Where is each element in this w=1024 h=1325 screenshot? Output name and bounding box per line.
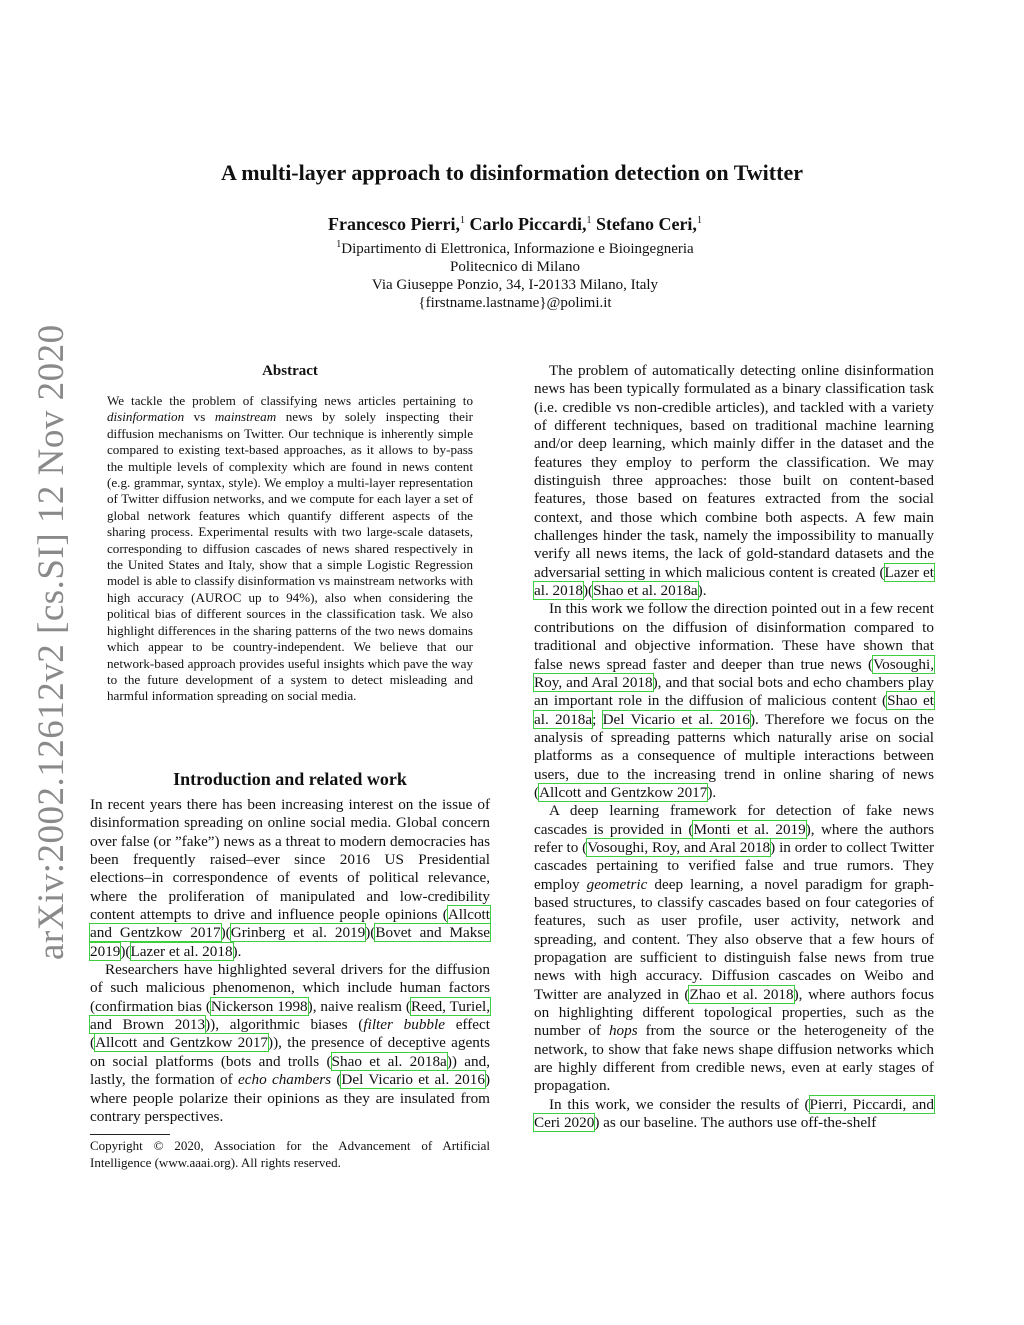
body-paragraph-1: The problem of automatically detecting online disinformation news has been typically formulated as a binary classification task (i.e. credible vs non-credible articles), and tackled with a variety of different techniques, based on traditional machine learning and/or deep learning, which mainly differ in the dataset and the features they employ to perform the classification. We may distinguish three approaches: those built on content-based features, those based on features extracted from the social context, and those which combine both aspects. A few main challenges hinder the task, namely the impossibility to manually verify all news items, the lack of gold-standard datasets and the adversarial setting in which malicious content is created (Lazer et al. 2018)(Shao et al. 2018a). <box>534 362 934 600</box>
citation-link[interactable]: Monti et al. 2019 <box>693 820 806 838</box>
arxiv-identifier-stamp: arXiv:2002.12612v2 [cs.SI] 12 Nov 2020 <box>31 324 72 960</box>
citation-link[interactable]: Del Vicario et al. 2016 <box>341 1071 485 1089</box>
footnote-divider <box>90 1134 170 1135</box>
body-paragraph-2: In this work we follow the direction pointed out in a few recent contributions on the diffusion of disinformation compared to traditional and objective information. These have shown that false news spread faster and deeper than true news (Vosoughi, Roy, and Aral 2018), and that social bots and echo chambers play an important role in the diffusion of malicious content (Shao et al. 2018a; Del Vicario et al. 2016). Therefore we focus on the analysis of spreading patterns which naturally arise on social platforms as a consequence of multiple interactions between users, due to the increasing trend in online sharing of news (Allcott and Gentzkow 2017). <box>534 600 934 801</box>
affiliation-marker: 1 <box>696 215 702 226</box>
body-paragraph-3: A deep learning framework for detection of fake news cascades is provided in (Monti et al. 2019), where the authors refer to (Vosoughi, Roy, and Aral 2018) in order to collect Twitter cascades pertaining to verified false and true rumors. They employ geometric deep learning, a novel paradigm for graph-based structures, to classify cascades based on four categories of features, such as user profile, user activity, network and spreading, and content. They also observe that a few hours of propagation are sufficient to distinguish false news from true news with high accuracy. Diffusion cascades on Weibo and Twitter are analyzed in (Zhao et al. 2018), where authors focus on highlighting different topological properties, such as the number of hops from the source or the heterogeneity of the network, to show that fake news shape diffusion networks which are highly different from credible news, even at early stages of propagation. <box>534 802 935 1095</box>
citation-link[interactable]: Del Vicario et al. 2016 <box>602 710 750 728</box>
intro-heading: Introduction and related work <box>173 769 407 789</box>
left-column <box>90 796 490 1126</box>
abstract-body: We tackle the problem of classifying news articles pertaining to disinformation vs mainstream news by solely inspecting their diffusion mechanisms on Twitter. Our technique is inherently simple compared to existing text-based approaches, as it allows to by-pass the multiple levels of complexity which are found in news content (e.g. grammar, syntax, style). We employ a multi-layer representation of Twitter diffusion networks, and we compute for each layer a set of global network features which quantify different aspects of the sharing process. Experimental results with two large-scale datasets, corresponding to diffusion cascades of news shared respectively in the United States and Italy, show that a simple Logistic Regression model is able to classify disinformation vs mainstream networks with high accuracy (AUROC up to 94%), also when considering the political bias of different sources in the classification task. We also highlight differences in the sharing patterns of the two news domains which appear to be country-independent. We believe that our network-based approach provides useful insights which pave the way to the future development of a system to detect misleading and harmful information spreading on social media. <box>107 393 473 704</box>
abstract-heading: Abstract <box>262 363 318 379</box>
author-list <box>0 214 1024 235</box>
citation-link[interactable]: Allcott and Gentzkow 2017 <box>539 783 708 801</box>
citation-link[interactable]: Pierri, Piccardi, and Ceri 2020 <box>534 1095 934 1132</box>
citation-link[interactable]: Lazer et al. 2018 <box>534 563 934 600</box>
paper-title: A multi-layer approach to disinformation detection on Twitter <box>221 160 803 185</box>
citation-link[interactable]: Lazer et al. 2018 <box>130 942 233 960</box>
author-name: Carlo Piccardi, <box>469 214 587 234</box>
affiliation-school: Politecnico di Milano <box>450 259 580 275</box>
citation-link[interactable]: Shao et al. 2018a <box>593 582 698 600</box>
affiliation-marker: 1 <box>586 215 592 226</box>
author-name: Stefano Ceri, <box>595 214 697 234</box>
citation-link[interactable]: Shao et al. 2018a <box>331 1052 447 1070</box>
intro-paragraph-2: Researchers have highlighted several drivers for the diffusion of such malicious phenomenon, which include human factors (confirmation bias (Nickerson 1998), naive realism (Reed, Turiel, and Brown 2013)), algorithmic biases (filter bubble effect (Allcott and Gentzkow 2017)), the presence of deceptive agents on social platforms (bots and trolls (Shao et al. 2018a)) and, lastly, the formation of echo chambers (Del Vicario et al. 2016) where people polarize their opinions as they are insulated from contrary perspectives. <box>90 961 491 1125</box>
right-column <box>534 362 934 1132</box>
affiliation-marker: 1 <box>336 239 342 250</box>
citation-link[interactable]: Grinberg et al. 2019 <box>230 924 366 942</box>
citation-link[interactable]: Zhao et al. 2018 <box>689 985 794 1003</box>
affiliation-marker: 1 <box>459 215 465 226</box>
copyright-notice: Copyright © 2020, Association for the Advancement of Artificial Intelligence (www.aaai.org). All rights reserved. <box>90 1138 490 1170</box>
citation-link[interactable]: Allcott and Gentzkow 2017 <box>95 1034 269 1052</box>
affiliation-email: {firstname.lastname}@polimi.it <box>418 295 612 311</box>
citation-link[interactable]: Allcott and Gentzkow 2017 <box>90 906 490 942</box>
intro-paragraph-1: In recent years there has been increasing interest on the issue of disinformation spreading on online social media. Global concern over false (or ”fake”) news as a threat to modern democracies has been frequently raised–ever since 2016 US Presidential elections–in correspondence of events of political relevance, where the proliferation of manipulated and low-credibility content attempts to drive and influence people opinions (Allcott and Gentzkow 2017)(Grinberg et al. 2019)(Bovet and Makse 2019)(Lazer et al. 2018). <box>90 796 490 960</box>
author-name: Francesco Pierri, <box>328 214 460 234</box>
citation-link[interactable]: Reed, Turiel, and Brown 2013 <box>90 997 490 1034</box>
affiliation-block <box>0 240 1024 312</box>
citation-link[interactable]: Shao et al. 2018a <box>534 692 934 728</box>
citation-link[interactable]: Vosoughi, Roy, and Aral 2018 <box>534 655 934 691</box>
body-paragraph-4: In this work, we consider the results of (Pierri, Piccardi, and Ceri 2020) as our baseline. The authors use off-the-shelf <box>534 1095 934 1132</box>
citation-link[interactable]: Vosoughi, Roy, and Aral 2018 <box>587 838 771 856</box>
affiliation-department: Dipartimento di Elettronica, Informazione e Bioingegneria <box>341 241 694 257</box>
affiliation-address: Via Giuseppe Ponzio, 34, I-20133 Milano, Italy <box>371 277 659 293</box>
citation-link[interactable]: Bovet and Makse 2019 <box>90 924 490 960</box>
citation-link[interactable]: Nickerson 1998 <box>210 997 308 1015</box>
